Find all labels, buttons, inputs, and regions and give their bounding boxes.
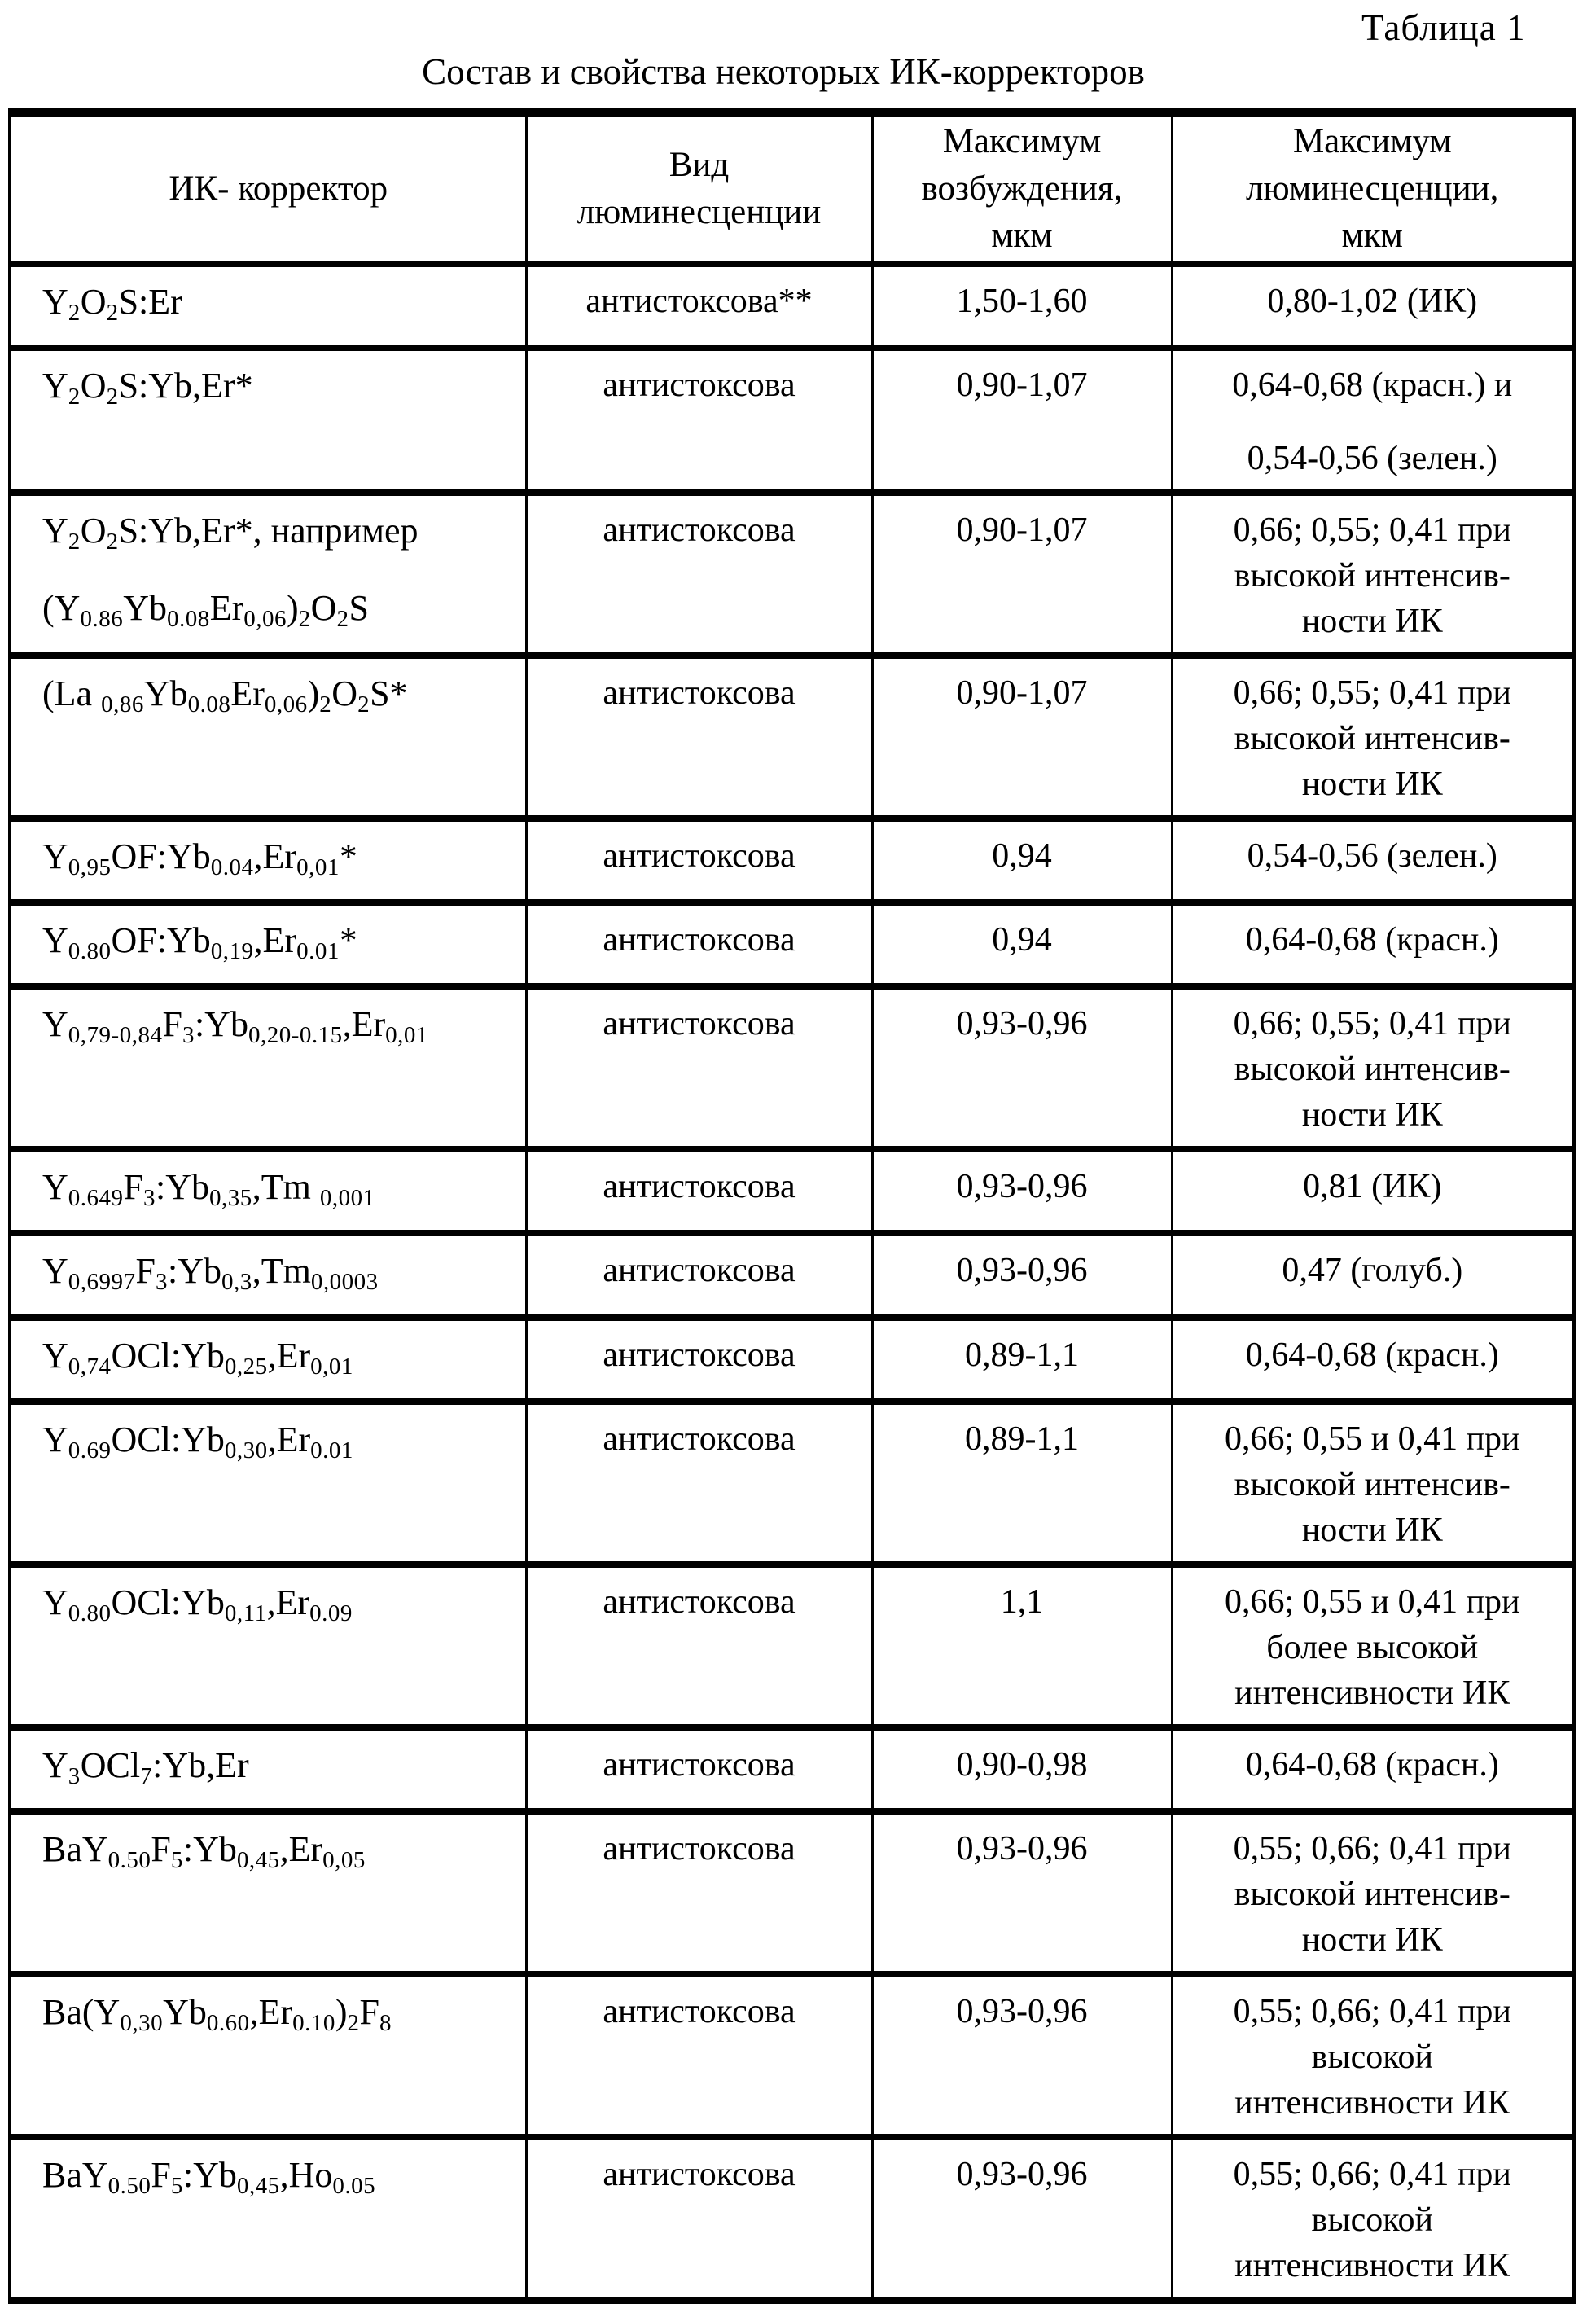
formula-cell	[10, 818, 526, 902]
luminescence-max-line: ности ИК	[1301, 1511, 1443, 1549]
excitation-max-cell: 0,93-0,96	[872, 2137, 1172, 2301]
formula-line: $BaY_{0.50}F_5:Yb_{0,45},Er_{0,05}$	[42, 1828, 366, 1873]
formula-line: $Y_{0.80}OF:Yb_{0,19},Er_{0.01}*$	[42, 920, 357, 965]
formula-cell	[10, 2137, 526, 2301]
excitation-max-cell: 0,90-0,98	[872, 1727, 1172, 1811]
formula-cell	[10, 1233, 526, 1317]
luminescence-max-cell	[1172, 902, 1574, 986]
luminescence-max-line: 0,81 (ИК)	[1303, 1168, 1442, 1206]
luminescence-type-cell: антистоксова	[526, 986, 872, 1149]
formula-line: $Y_2O_2S:Yb,Er*$, например	[42, 511, 419, 555]
luminescence-max-cell	[1172, 2137, 1574, 2301]
formula-line: $Y_{0,74}OCl:Yb_{0,25},Er_{0,01}$	[42, 1335, 353, 1380]
luminescence-type-cell: антистоксова	[526, 2137, 872, 2301]
luminescence-type-cell: антистоксова	[526, 1402, 872, 1565]
formula-cell	[10, 1727, 526, 1811]
luminescence-type-cell: антистоксова	[526, 656, 872, 818]
luminescence-max-line: ности ИК	[1301, 1096, 1443, 1134]
luminescence-max-line: высокой	[1311, 2038, 1433, 2076]
column-header-corrector	[10, 113, 526, 265]
luminescence-max-line: 0,64-0,68 (красн.)	[1245, 921, 1499, 959]
formula-line: $Y_2O_2S:Er$	[42, 282, 182, 327]
luminescence-max-line: высокой интенсив-	[1234, 1051, 1510, 1089]
formula-cell	[10, 656, 526, 818]
table-row	[10, 264, 1574, 348]
ik-correctors-table	[8, 108, 1576, 2304]
table-row	[10, 348, 1574, 493]
luminescence-max-cell	[1172, 818, 1574, 902]
luminescence-max-line: 0,66; 0,55; 0,41 при	[1233, 674, 1511, 713]
luminescence-max-line: 0,64-0,68 (красн.)	[1245, 1336, 1499, 1374]
luminescence-max-line: 0,66; 0,55; 0,41 при	[1233, 1005, 1511, 1043]
luminescence-max-line: 0,66; 0,55 и 0,41 при	[1224, 1420, 1520, 1458]
formula-cell	[10, 264, 526, 348]
table-row	[10, 818, 1574, 902]
table-row	[10, 986, 1574, 1149]
luminescence-type-cell: антистоксова	[526, 1565, 872, 1727]
formula-cell	[10, 986, 526, 1149]
luminescence-type-cell: антистоксова	[526, 902, 872, 986]
formula-line: $Y_2O_2S:Yb,Er*$	[42, 366, 253, 410]
excitation-max-cell: 0,90-1,07	[872, 348, 1172, 493]
luminescence-max-line: 0,55; 0,66; 0,41 при	[1233, 2155, 1511, 2193]
luminescence-max-line: 0,54-0,56 (зелен.)	[1247, 440, 1497, 478]
column-header-luminescence-max-label: Максимум люминесценции, мкм	[1246, 122, 1499, 255]
formula-cell	[10, 493, 526, 656]
luminescence-type-cell: антистоксова	[526, 1318, 872, 1402]
formula-cell	[10, 1565, 526, 1727]
excitation-max-cell: 0,93-0,96	[872, 1811, 1172, 1974]
luminescence-max-line: ности ИК	[1301, 1920, 1443, 1959]
luminescence-max-cell	[1172, 1811, 1574, 1974]
luminescence-max-line: высокой интенсив-	[1234, 1465, 1510, 1503]
excitation-max-cell: 0,90-1,07	[872, 493, 1172, 656]
luminescence-max-line: интенсивности ИК	[1234, 1674, 1510, 1712]
page-title: Состав и свойства некоторых ИК-корректоров	[422, 51, 1145, 92]
formula-cell	[10, 348, 526, 493]
formula-line: $Y_{0.649}F_3:Yb_{0,35},Tm$ $_{0,001}$	[42, 1167, 375, 1212]
luminescence-max-cell	[1172, 1565, 1574, 1727]
formula-line: $Y_{0.69}OCl:Yb_{0,30},Er_{0.01}$	[42, 1419, 353, 1464]
excitation-max-cell: 0,93-0,96	[872, 1233, 1172, 1317]
excitation-max-cell: 1,1	[872, 1565, 1172, 1727]
table-body	[10, 264, 1574, 2300]
table-row	[10, 1402, 1574, 1565]
table-row	[10, 656, 1574, 818]
luminescence-type-cell: антистоксова	[526, 1974, 872, 2137]
formula-cell	[10, 1974, 526, 2137]
formula-cell	[10, 1149, 526, 1233]
luminescence-max-cell	[1172, 264, 1574, 348]
table-row	[10, 902, 1574, 986]
excitation-max-cell: 0,89-1,1	[872, 1318, 1172, 1402]
formula-line: (La $_{0,86}Yb_{0.08}Er_{0,06})_2O_2S*$	[42, 674, 408, 718]
column-header-corrector-label: ИК- корректор	[169, 169, 388, 208]
luminescence-max-line: интенсивности ИК	[1234, 2083, 1510, 2122]
excitation-max-cell: 0,93-0,96	[872, 1149, 1172, 1233]
luminescence-max-line: 0,55; 0,66; 0,41 при	[1233, 1992, 1511, 2030]
luminescence-max-cell	[1172, 1402, 1574, 1565]
luminescence-type-cell: антистоксова	[526, 1811, 872, 1974]
luminescence-type-cell: антистоксова	[526, 818, 872, 902]
formula-cell	[10, 1318, 526, 1402]
formula-line: $Y_{0.80}OCl:Yb_{0,11},Er_{0.09}$	[42, 1582, 353, 1626]
luminescence-type-cell: антистоксова	[526, 493, 872, 656]
luminescence-max-line: 0,80-1,02 (ИК)	[1267, 283, 1478, 320]
formula-line: $Ba(Y_{0,30}Yb_{0.60},Er_{0.10})_2F_8$	[42, 1991, 392, 2036]
luminescence-max-cell	[1172, 986, 1574, 1149]
luminescence-max-line: ности ИК	[1301, 603, 1443, 641]
luminescence-max-cell	[1172, 1233, 1574, 1317]
excitation-max-cell: 0,94	[872, 818, 1172, 902]
table-caption-label: Таблица 1	[1361, 7, 1526, 48]
formula-line: $Y_3OCl_7:Yb,Er$	[42, 1744, 249, 1789]
column-header-luminescence-type-label: Вид люминесценции	[577, 146, 822, 231]
luminescence-max-line: 0,66; 0,55 и 0,41 при	[1224, 1582, 1520, 1621]
luminescence-max-cell	[1172, 348, 1574, 493]
table-row	[10, 493, 1574, 656]
luminescence-type-cell: антистоксова	[526, 1149, 872, 1233]
formula-cell	[10, 1402, 526, 1565]
luminescence-max-line: 0,66; 0,55; 0,41 при	[1233, 511, 1511, 550]
luminescence-max-cell	[1172, 1974, 1574, 2137]
luminescence-max-line: 0,55; 0,66; 0,41 при	[1233, 1829, 1511, 1867]
excitation-max-cell: 0,93-0,96	[872, 1974, 1172, 2137]
luminescence-max-line: 0,47 (голуб.)	[1282, 1252, 1463, 1290]
formula-line: $Y_{0,79-0,84}F_3:Yb_{0,20-0.15},Er_{0,01}$	[42, 1004, 428, 1049]
table-row	[10, 1318, 1574, 1402]
excitation-max-cell: 1,50-1,60	[872, 264, 1172, 348]
luminescence-max-line: высокой интенсив-	[1234, 1875, 1510, 1913]
table-row	[10, 1811, 1574, 1974]
column-header-excitation-max-label: Максимум возбуждения, мкм	[921, 122, 1123, 255]
luminescence-max-cell	[1172, 493, 1574, 656]
luminescence-type-cell: антистоксова**	[526, 264, 872, 348]
column-header-luminescence-max	[1172, 113, 1574, 265]
table-row	[10, 1149, 1574, 1233]
luminescence-max-cell	[1172, 1727, 1574, 1811]
formula-line: $BaY_{0.50}F_5:Yb_{0,45},Ho_{0.05}$	[42, 2154, 376, 2199]
luminescence-max-line: высокой интенсив-	[1234, 720, 1510, 758]
table-row	[10, 1974, 1574, 2137]
formula-cell	[10, 1811, 526, 1974]
table-row	[10, 2137, 1574, 2301]
excitation-max-cell: 0,90-1,07	[872, 656, 1172, 818]
formula-line: $Y_{0,6997}F_3:Yb_{0,3},Tm_{0,0003}$	[42, 1251, 379, 1296]
table-row	[10, 1233, 1574, 1317]
luminescence-max-line: высокой интенсив-	[1234, 557, 1510, 595]
table-row	[10, 1565, 1574, 1727]
luminescence-max-cell	[1172, 1318, 1574, 1402]
table-header	[10, 113, 1574, 265]
luminescence-max-line: 0,64-0,68 (красн.)	[1245, 1745, 1499, 1784]
luminescence-max-line: 0,64-0,68 (красн.) и	[1232, 366, 1513, 405]
luminescence-max-line: высокой	[1311, 2201, 1433, 2239]
table-row	[10, 1727, 1574, 1811]
column-header-excitation-max	[872, 113, 1172, 265]
column-header-luminescence-type	[526, 113, 872, 265]
luminescence-max-line: 0,54-0,56 (зелен.)	[1247, 837, 1497, 876]
formula-line: $(Y_{0.86}Yb_{0.08}Er_{0,06})_2O_2S$	[42, 588, 369, 633]
luminescence-type-cell: антистоксова	[526, 348, 872, 493]
excitation-max-cell: 0,93-0,96	[872, 986, 1172, 1149]
luminescence-max-line: более высокой	[1266, 1628, 1479, 1666]
luminescence-type-cell: антистоксова	[526, 1233, 872, 1317]
excitation-max-cell: 0,94	[872, 902, 1172, 986]
formula-cell	[10, 902, 526, 986]
excitation-max-cell: 0,89-1,1	[872, 1402, 1172, 1565]
luminescence-max-line: ности ИК	[1301, 766, 1443, 804]
luminescence-max-cell	[1172, 656, 1574, 818]
formula-line: $Y_{0,95}OF:Yb_{0.04},Er_{0,01}*$	[42, 836, 357, 881]
luminescence-type-cell: антистоксова	[526, 1727, 872, 1811]
header-row	[10, 113, 1574, 265]
luminescence-max-line: интенсивности ИК	[1234, 2246, 1510, 2284]
luminescence-max-cell	[1172, 1149, 1574, 1233]
